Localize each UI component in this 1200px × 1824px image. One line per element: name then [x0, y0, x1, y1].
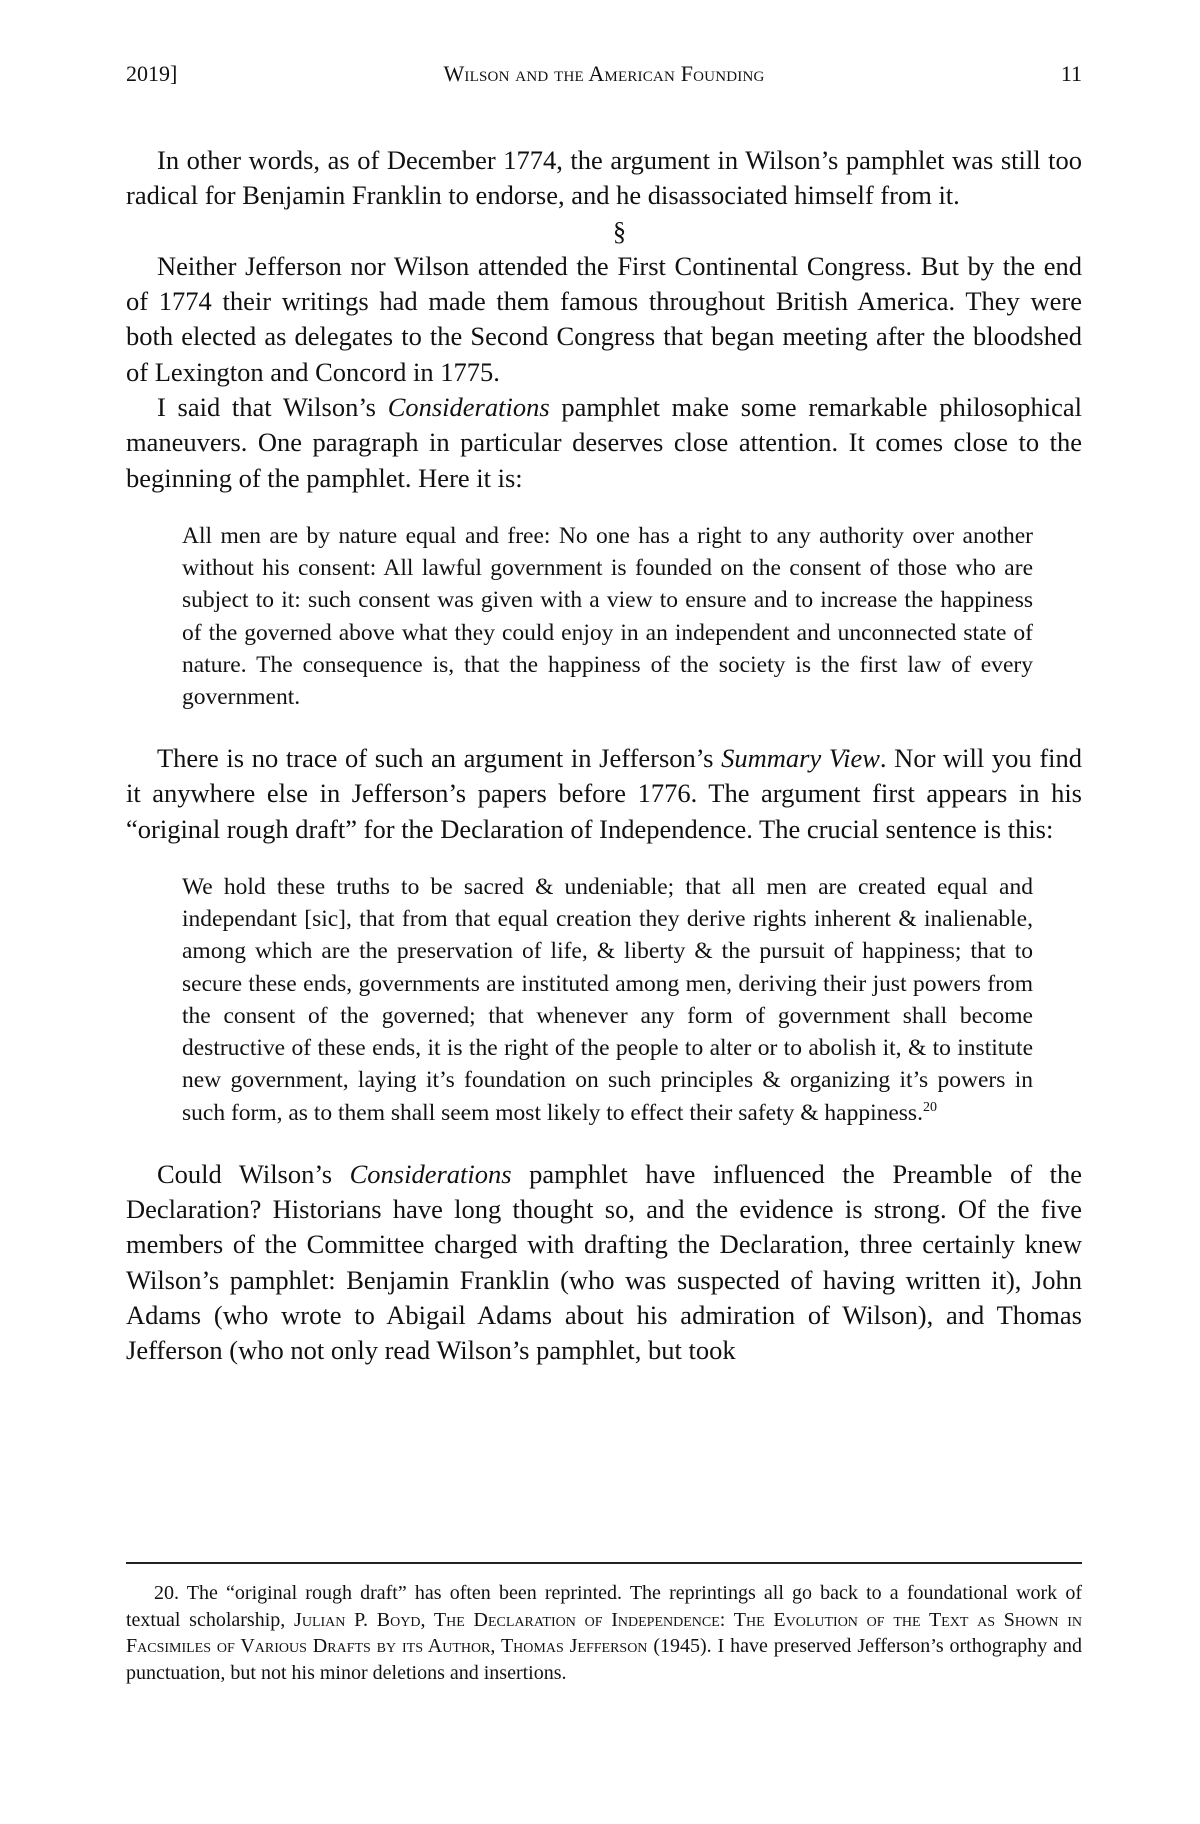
- footnote-divider: [126, 1562, 1082, 1564]
- paragraph-3-italic-title: Considerations: [387, 392, 550, 423]
- paragraph-3: [126, 390, 1082, 496]
- paragraph-1: In other words, as of December 1774, the argument in Wilson’s pamphlet was still too radical for Benjamin Franklin to endorse, and he disassociated himself from it.: [126, 145, 1082, 211]
- paragraph-3-text-a: I said that Wilson’s: [157, 392, 388, 423]
- block-quote-jefferson-text: We hold these truths to be sacred & undeniable; that all men are created equal and independant [sic], that from that equal creation they derive rights inherent & inalienable, among which are the preservation of life, & liberty & the pursuit of happiness; that to secure these ends, governments are instituted among men, deriving their just powers from the consent of the governed; that whenever any form of government shall become destructive of these ends, it is the right of the people to alter or to abolish it, & to institute new government, laying it’s foundation on such principles & organizing it’s powers in such form, as to them shall seem most likely to effect their safety & happiness.: [182, 874, 1033, 1126]
- header-year: 2019]: [126, 61, 178, 86]
- paragraph-5-italic-title: Considerations: [349, 1158, 512, 1189]
- paragraph-3-text-b: pamphlet make some remarkable philosophical maneuvers. One paragraph in particular deserves close attention. It comes close to the beginning of the pamphlet. Here it is:: [126, 392, 1082, 493]
- paragraph-4-text-b: . Nor will you find it anywhere else in Jefferson’s papers before 1776. The argument first appears in his “original rough draft” for the Declaration of Independence. The crucial sentence is this:: [126, 743, 1083, 844]
- paragraph-5: [126, 1157, 1082, 1369]
- running-header: [126, 58, 1082, 90]
- block-quote-wilson-text: All men are by nature equal and free: No one has a right to any authority over another without his consent: All lawful government is founded on the consent of those who are subject to it: such consent was given with a view to ensure and to increase the happiness of the governed above what they could enjoy in an independent and unconnected state of nature. The consequence is, that the happiness of the society is the first law of every government.: [182, 522, 1033, 710]
- footnote-20-text: [126, 1580, 1082, 1686]
- paragraph-5-text-a: Could Wilson’s: [157, 1158, 350, 1189]
- footnote-20: [126, 1580, 1082, 1686]
- block-quote-jefferson: [182, 871, 1033, 1129]
- block-quote-wilson: [182, 520, 1033, 713]
- paragraph-5-text-b: pamphlet have influenced the Preamble of the Declaration? Historians have long thought so, and the evidence is strong. Of the five members of the Committee charged with drafting the Declaration, three certainly knew Wilson’s pamphlet: Benjamin Franklin (who was suspected of having written it), John Adams (who wrote to Abigail Adams about his admiration of Wilson), and Thomas Jefferson (who not only read Wilson’s pamphlet, but took: [126, 1158, 1082, 1366]
- footnote-20-citation: Julian P. Boyd, The Declaration of Independence: The Evolution of the Text as Shown in Facsimiles of Various Drafts by its Author, Thomas Jefferson: [126, 1608, 1082, 1657]
- main-text: [126, 143, 1082, 1368]
- paragraph-4: [126, 741, 1082, 847]
- header-running-title: Wilson and the American Founding: [443, 61, 765, 86]
- paragraph-4-italic-title: Summary View: [721, 743, 880, 774]
- footnote-20-text-b: (1945). I have preserved Jefferson’s orthography and punctuation, but not his minor deletions and insertions.: [126, 1635, 1082, 1684]
- section-mark: §: [612, 215, 627, 246]
- header-page-number: 11: [1060, 61, 1082, 86]
- footnote-20-text-a: 20. The “original rough draft” has often been reprinted. The reprintings all go back to a foundational work of textual scholarship,: [126, 1582, 1082, 1631]
- paragraph-4-text-a: There is no trace of such an argument in Jefferson’s: [157, 743, 722, 774]
- block-quote-jefferson-para: [182, 871, 1033, 1129]
- footnote-reference-20[interactable]: 20: [922, 1099, 937, 1115]
- paragraph-2: Neither Jefferson nor Wilson attended the First Continental Congress. But by the end of 1774 their writings had made them famous throughout British America. They were both elected as delegates to the Second Congress that began meeting after the bloodshed of Lexington and Concord in 1775.: [126, 250, 1082, 387]
